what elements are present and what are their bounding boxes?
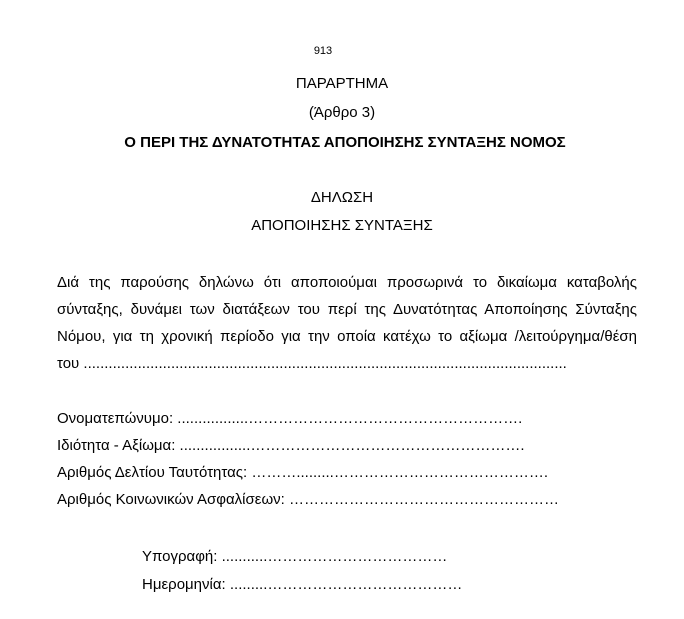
declaration-body — [57, 269, 637, 377]
signature-line: Υπογραφή: ...........……………………………… — [142, 548, 448, 565]
field-capacity-office: Ιδιότητα - Αξίωμα: .................………………………………………………. — [57, 437, 525, 454]
field-social-insurance-number: Αριθμός Κοινωνικών Ασφαλίσεων: ……………………………………………… — [57, 491, 559, 508]
body-line-position: του .................................................................................................................... — [57, 355, 567, 372]
declaration-subtitle: ΑΠΟΠΟΙΗΣΗΣ ΣΥΝΤΑΞΗΣ — [251, 217, 433, 234]
field-full-name: Ονοματεπώνυμο: .................………………………………………………. — [57, 410, 523, 427]
body-line: σύνταξης, δυνάμει των διατάξεων του περί της Δυνατότητας Αποποίησης Σύνταξης — [57, 301, 637, 318]
body-line: Διά της παρούσης δηλώνω ότι αποποιούμαι προσωρινά το δικαίωμα καταβολής — [57, 274, 637, 291]
law-title: Ο ΠΕΡΙ ΤΗΣ ΔΥΝΑΤΟΤΗΤΑΣ ΑΠΟΠΟΙΗΣΗΣ ΣΥΝΤΑΞΗΣ ΝΟΜΟΣ — [124, 134, 566, 151]
date-line: Ημερομηνία: .........………………………………… — [142, 576, 463, 593]
field-id-card-number: Αριθμός Δελτίου Ταυτότητας: ……….........……………………………………. — [57, 464, 549, 481]
page-number: 913 — [313, 45, 333, 57]
article-reference: (Άρθρο 3) — [308, 104, 376, 121]
annex-title: ΠΑΡΑΡΤΗΜΑ — [295, 75, 389, 92]
declaration-title: ΔΗΛΩΣΗ — [310, 189, 374, 206]
body-line: Νόμου, για τη χρονική περίοδο για την οποία κατέχω το αξίωμα /λειτούργημα/θέση — [57, 328, 637, 345]
